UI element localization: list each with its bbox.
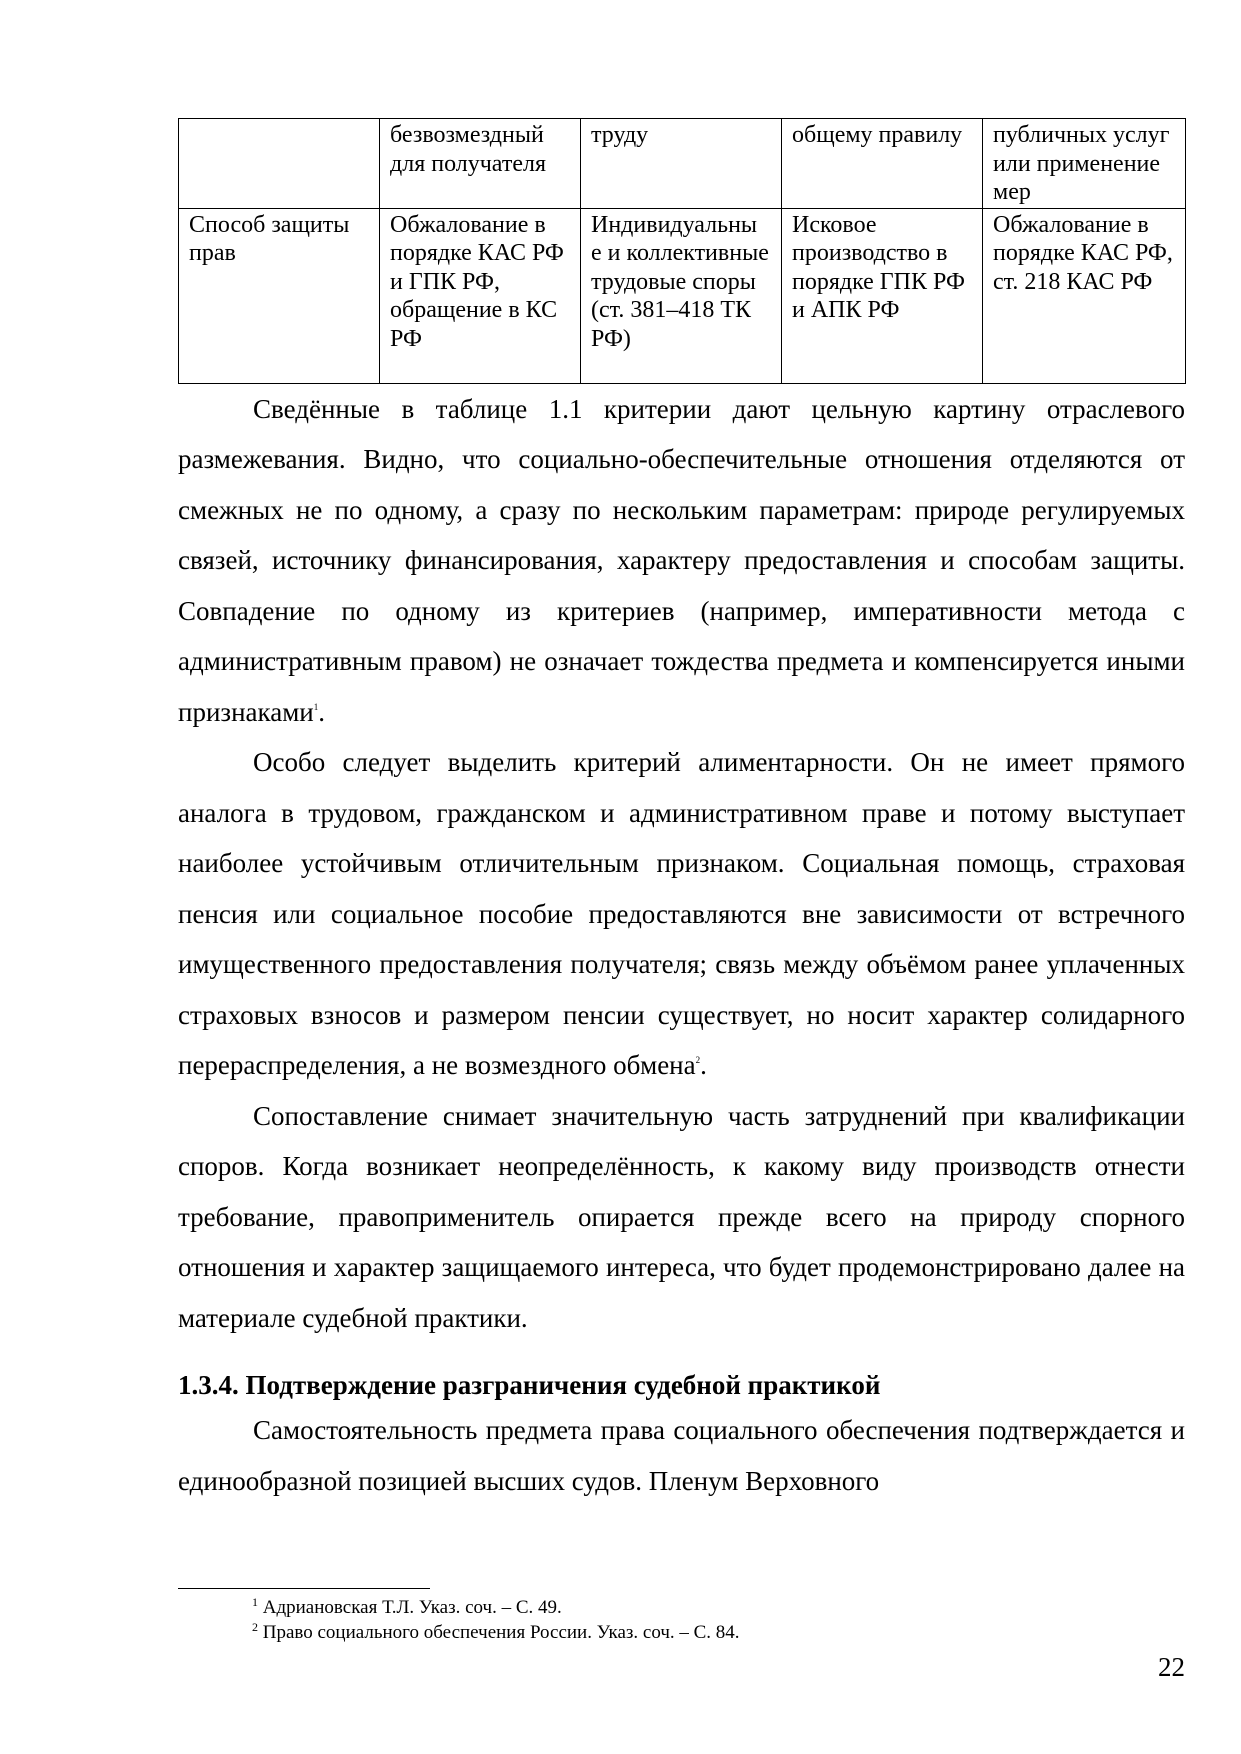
table-cell [179,119,380,209]
table-cell: безвозмездный для получателя [380,119,581,209]
paragraph-text: Особо следует выделить критерий алиментарности. Он не имеет прямого аналога в трудовом, гражданском и административном праве и потому выступает наиболее устойчивым отличительным признаком. Социальная помощь, страховая пенсия или социальное пособие предоставляются вне зависимости от встречного имущественного предоставления получателя; связь между объёмом ранее уплаченных страховых взносов и размером пенсии существует, но носит характер солидарного перераспределения, а не возмездного обмена [178,747,1185,1080]
paragraph-text: Сопоставление снимает значительную часть затруднений при квалификации споров. Когда возникает неопределённость, к какому виду производств отнести требование, правоприменитель опирается прежде всего на природу спорного отношения и характер защищаемого интереса, что будет продемонстрировано далее на материале судебной практики. [178,1100,1185,1333]
paragraph [178,1091,1185,1344]
footnote-text: Адриановская Т.Л. Указ. соч. – С. 49. [262,1597,562,1618]
footnote-separator [178,1588,430,1589]
footnote-reference[interactable]: 2 [695,1055,701,1065]
footnote [252,1595,1185,1620]
footnote-reference[interactable]: 1 [313,701,319,712]
paragraph [178,737,1185,1091]
table-cell: публичных услуг или применение мер [983,119,1186,209]
table-row [179,208,1186,383]
table-cell: Способ защиты прав [179,208,380,383]
section-heading: 1.3.4. Подтверждение разграничения судебной практикой [178,1370,881,1400]
table-cell: общему правилу [782,119,983,209]
footnote-number: 1 [252,1595,258,1609]
table-row [179,119,1186,209]
document-body [178,118,1185,1506]
paragraph-text: Сведённые в таблице 1.1 критерии дают цельную картину отраслевого размежевания. Видно, что социально-обеспечительные отношения отделяются от смежных не по одному, а сразу по нескольким параметрам: природе регулируемых связей, источнику финансирования, характеру предоставления и способам защиты. Совпадение по одному из критериев (например, императивности метода с административным правом) не означает тождества предмета и компенсируется иными признаками [178,393,1185,727]
table-cell: Обжалование в порядке КАС РФ и ГПК РФ, обращение в КС РФ [380,208,581,383]
paragraph [178,1405,1185,1506]
paragraph [178,384,1185,738]
footnotes [252,1595,1185,1645]
criteria-table [178,118,1186,384]
table-cell: Обжалование в порядке КАС РФ, ст. 218 КАС РФ [983,208,1186,383]
paragraph-tail: . [318,696,325,727]
footnote-number: 2 [252,1620,258,1634]
table-cell: труду [581,119,782,209]
table-cell: Исковое производство в порядке ГПК РФ и АПК РФ [782,208,983,383]
paragraph-text: Самостоятельность предмета права социального обеспечения подтверждается и единообразной позицией высших судов. Пленум Верховного [178,1415,1185,1496]
paragraph-tail: . [700,1050,707,1080]
page-number: 22 [1158,1652,1185,1682]
footnote [252,1620,1185,1645]
table-cell: Индивидуальны е и коллективные трудовые споры (ст. 381–418 ТК РФ) [581,208,782,383]
footnote-text: Право социального обеспечения России. Указ. соч. – С. 84. [262,1622,740,1643]
